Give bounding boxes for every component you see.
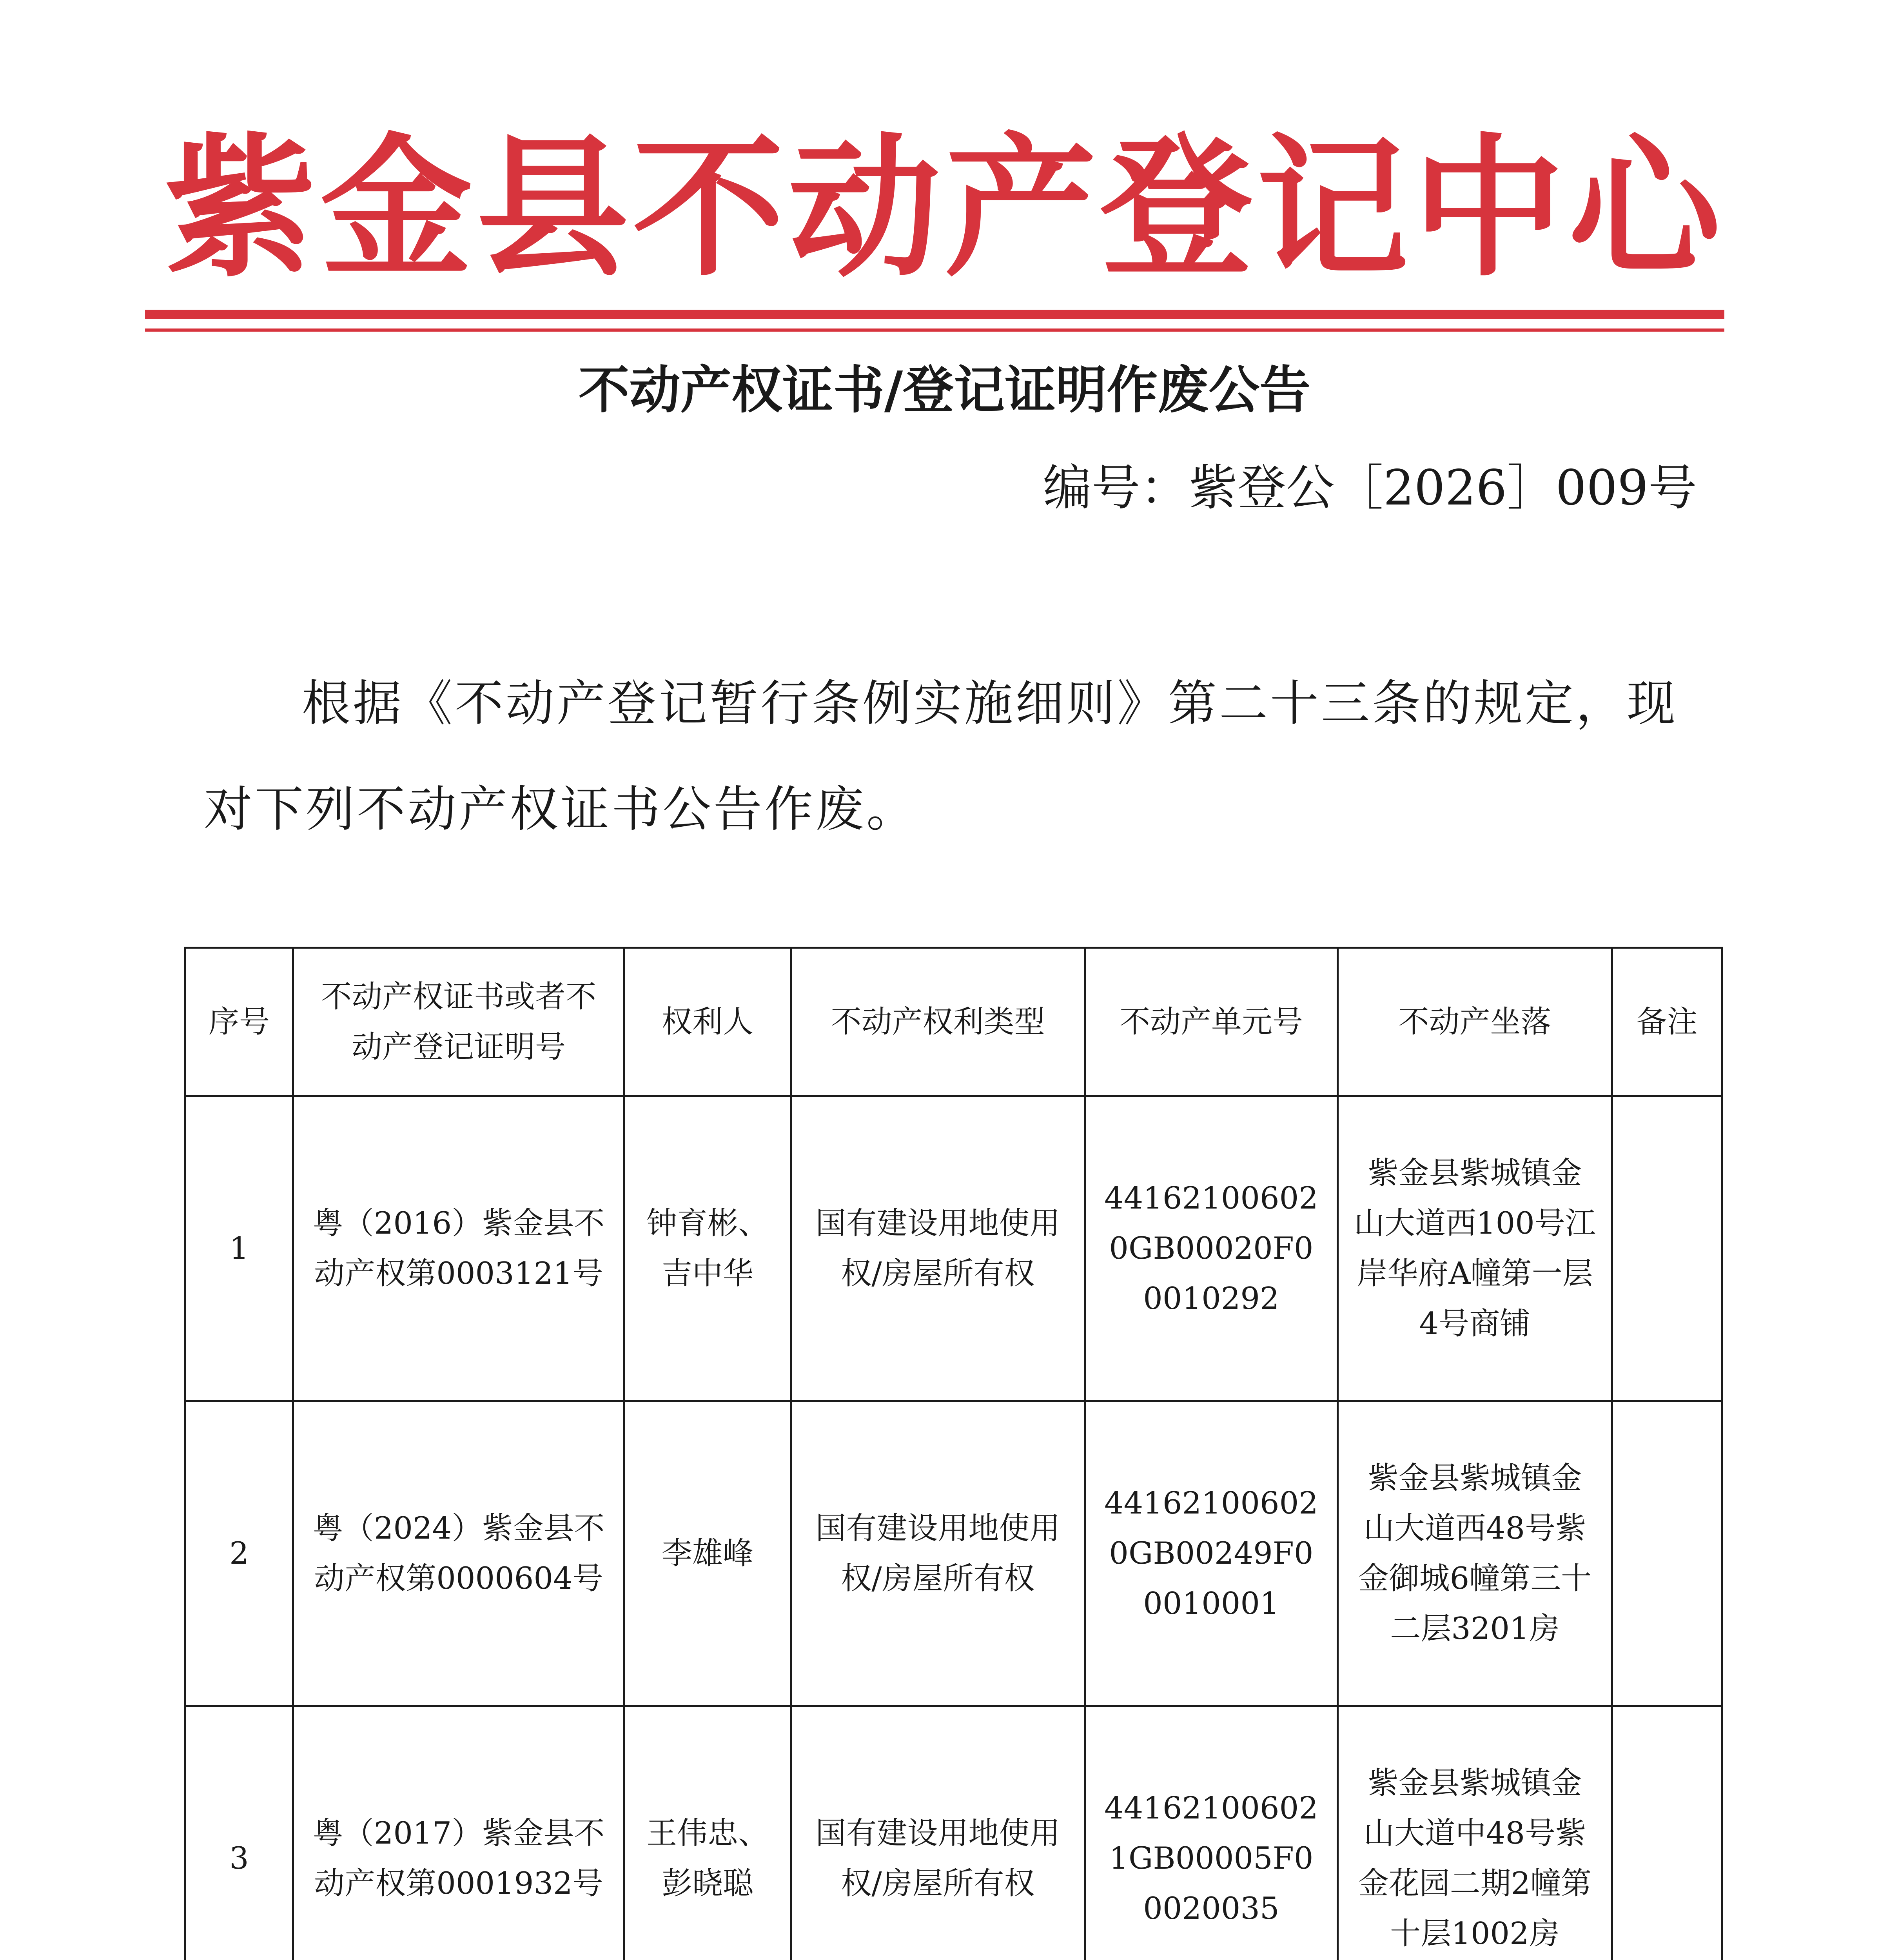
cell-certificate-number: 粤（2016）紫金县不动产权第0003121号 [293, 1096, 624, 1401]
table-row [185, 1096, 1722, 1401]
cell-right-type: 国有建设用地使用权/房屋所有权 [791, 1096, 1085, 1401]
header-red-rule-thin [145, 328, 1724, 332]
table-row [185, 1706, 1722, 1960]
cell-location: 紫金县紫城镇金山大道中48号紫金花园二期2幢第十层1002房 [1338, 1706, 1612, 1960]
cell-remarks [1612, 1401, 1722, 1706]
cell-certificate-number: 粤（2017）紫金县不动产权第0001932号 [293, 1706, 624, 1960]
table-row [185, 1401, 1722, 1706]
cell-right-holder: 李雄峰 [624, 1401, 791, 1706]
cell-remarks [1612, 1706, 1722, 1960]
cell-right-holder: 钟育彬、吉中华 [624, 1096, 791, 1401]
void-certificate-table [184, 947, 1723, 1960]
cell-certificate-number: 粤（2024）紫金县不动产权第0000604号 [293, 1401, 624, 1706]
cell-right-holder: 王伟忠、彭晓聪 [624, 1706, 791, 1960]
cell-unit-number: 441621006020GB00020F00010292 [1085, 1096, 1338, 1401]
column-header: 备注 [1612, 948, 1722, 1096]
cell-location: 紫金县紫城镇金山大道西100号江岸华府A幢第一层4号商铺 [1338, 1096, 1612, 1401]
org-header-title: 紫金县不动产登记中心 [164, 118, 1725, 297]
column-header: 不动产坐落 [1338, 948, 1612, 1096]
notice-body-paragraph: 根据《不动产登记暂行条例实施细则》第二十三条的规定，现对下列不动产权证书公告作废。 [204, 675, 1678, 838]
column-header: 权利人 [624, 948, 791, 1096]
notice-title: 不动产权证书/登记证明作废公告 [578, 360, 1311, 420]
cell-serial: 1 [185, 1096, 293, 1401]
column-header: 序号 [185, 948, 293, 1096]
table-header-row [185, 948, 1722, 1096]
cell-location: 紫金县紫城镇金山大道西48号紫金御城6幢第三十二层3201房 [1338, 1401, 1612, 1706]
cell-serial: 3 [185, 1706, 293, 1960]
cell-unit-number: 441621006021GB00005F00020035 [1085, 1706, 1338, 1960]
cell-remarks [1612, 1096, 1722, 1401]
document-number: 编号：紫登公［2026］009号 [1043, 460, 1697, 516]
header-red-rule-thick [145, 310, 1724, 319]
cell-right-type: 国有建设用地使用权/房屋所有权 [791, 1401, 1085, 1706]
column-header: 不动产权利类型 [791, 948, 1085, 1096]
cell-right-type: 国有建设用地使用权/房屋所有权 [791, 1706, 1085, 1960]
cell-unit-number: 441621006020GB00249F00010001 [1085, 1401, 1338, 1706]
column-header: 不动产单元号 [1085, 948, 1338, 1096]
cell-serial: 2 [185, 1401, 293, 1706]
column-header: 不动产权证书或者不动产登记证明号 [293, 948, 624, 1096]
